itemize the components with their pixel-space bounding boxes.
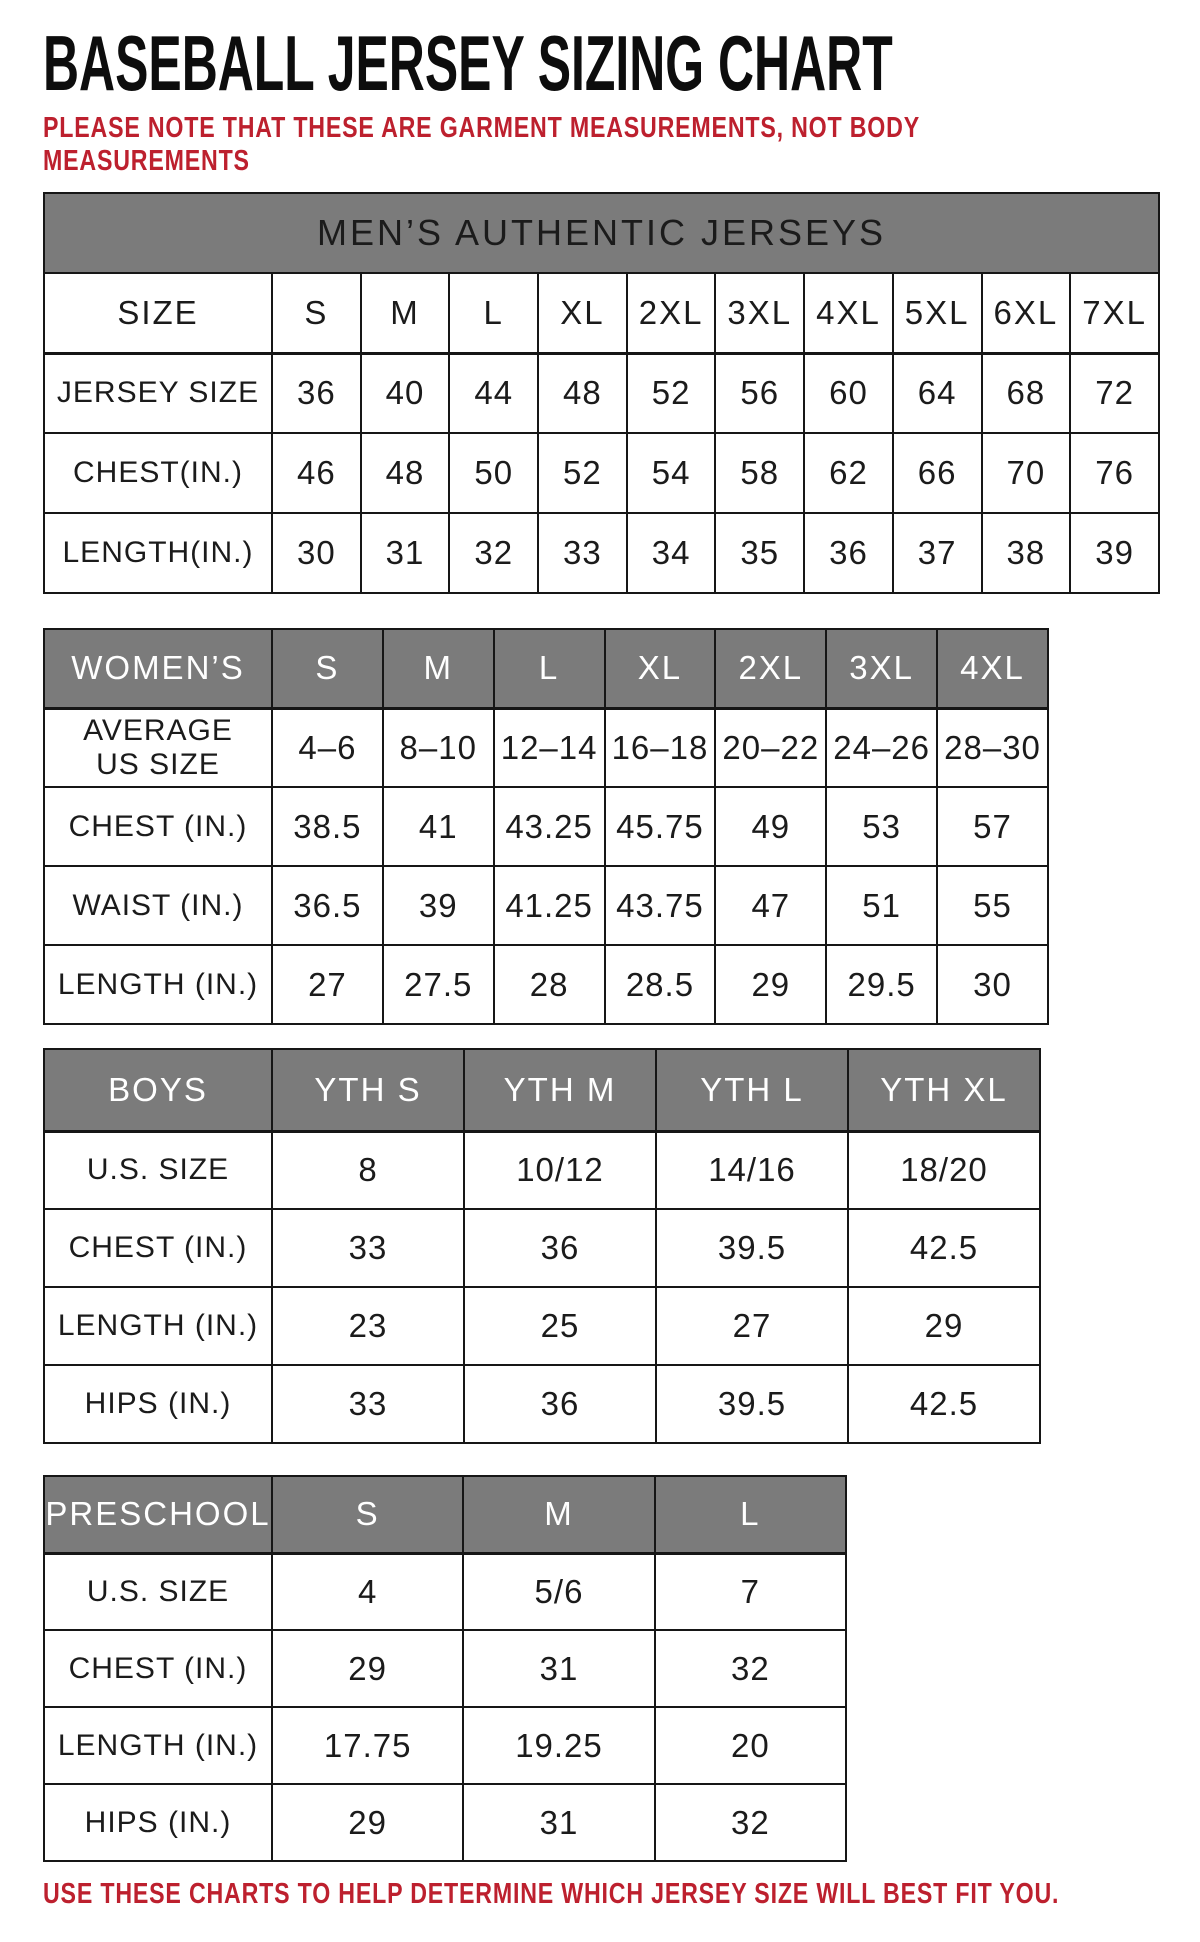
size-column-header: YTH XL bbox=[848, 1049, 1040, 1131]
size-column-header: L bbox=[449, 273, 538, 353]
table-row bbox=[44, 1784, 846, 1861]
size-value-cell: 48 bbox=[538, 353, 627, 433]
size-value-cell: 32 bbox=[655, 1784, 846, 1861]
size-value-cell: 48 bbox=[361, 433, 450, 513]
size-value-cell: 29 bbox=[272, 1630, 463, 1707]
size-value-cell: 41.25 bbox=[494, 866, 605, 945]
size-value-cell: 76 bbox=[1070, 433, 1159, 513]
size-column-header: 5XL bbox=[893, 273, 982, 353]
row-label-cell: LENGTH (IN.) bbox=[44, 1707, 272, 1784]
table-row bbox=[44, 787, 1048, 866]
table-row bbox=[44, 1630, 846, 1707]
size-value-cell: 10/12 bbox=[464, 1131, 656, 1209]
table-row bbox=[44, 1365, 1040, 1443]
garment-note bbox=[43, 112, 1200, 178]
size-value-cell: 27 bbox=[272, 945, 383, 1024]
size-value-cell: 66 bbox=[893, 433, 982, 513]
mens-sizing-table bbox=[43, 192, 1160, 594]
footer-note bbox=[43, 1877, 1200, 1911]
header-label-cell: WOMEN’S bbox=[44, 629, 272, 708]
size-column-header: L bbox=[655, 1476, 846, 1553]
size-value-cell: 36.5 bbox=[272, 866, 383, 945]
size-value-cell: 39 bbox=[383, 866, 494, 945]
size-value-cell: 47 bbox=[715, 866, 826, 945]
size-value-cell: 17.75 bbox=[272, 1707, 463, 1784]
mens-table-banner: MEN’S AUTHENTIC JERSEYS bbox=[44, 193, 1159, 273]
size-value-cell: 45.75 bbox=[605, 787, 716, 866]
table-row bbox=[44, 1707, 846, 1784]
size-column-header: 7XL bbox=[1070, 273, 1159, 353]
size-value-cell: 54 bbox=[627, 433, 716, 513]
size-column-header: M bbox=[463, 1476, 654, 1553]
size-value-cell: 7 bbox=[655, 1553, 846, 1630]
table-row bbox=[44, 866, 1048, 945]
header-label-cell: PRESCHOOL bbox=[44, 1476, 272, 1553]
size-value-cell: 42.5 bbox=[848, 1365, 1040, 1443]
size-value-cell: 24–26 bbox=[826, 708, 937, 787]
size-value-cell: 27.5 bbox=[383, 945, 494, 1024]
size-column-header: L bbox=[494, 629, 605, 708]
header-label-cell: BOYS bbox=[44, 1049, 272, 1131]
size-column-header: S bbox=[272, 629, 383, 708]
size-value-cell: 31 bbox=[463, 1784, 654, 1861]
table-banner-row bbox=[44, 193, 1159, 273]
size-value-cell: 33 bbox=[538, 513, 627, 593]
size-value-cell: 5/6 bbox=[463, 1553, 654, 1630]
size-value-cell: 53 bbox=[826, 787, 937, 866]
tables-section bbox=[43, 192, 1200, 1862]
size-value-cell: 33 bbox=[272, 1209, 464, 1287]
row-label-cell: CHEST (IN.) bbox=[44, 787, 272, 866]
table-row bbox=[44, 1131, 1040, 1209]
row-label-cell: LENGTH (IN.) bbox=[44, 1287, 272, 1365]
size-column-header: XL bbox=[538, 273, 627, 353]
size-column-header: 6XL bbox=[982, 273, 1071, 353]
size-value-cell: 38 bbox=[982, 513, 1071, 593]
size-value-cell: 39 bbox=[1070, 513, 1159, 593]
size-value-cell: 16–18 bbox=[605, 708, 716, 787]
size-value-cell: 72 bbox=[1070, 353, 1159, 433]
size-value-cell: 68 bbox=[982, 353, 1071, 433]
table-row bbox=[44, 708, 1048, 787]
size-value-cell: 29.5 bbox=[826, 945, 937, 1024]
size-value-cell: 29 bbox=[272, 1784, 463, 1861]
row-label-line: AVERAGE bbox=[83, 714, 233, 748]
size-column-header: YTH M bbox=[464, 1049, 656, 1131]
size-value-cell: 25 bbox=[464, 1287, 656, 1365]
size-value-cell: 56 bbox=[715, 353, 804, 433]
row-label-line: US SIZE bbox=[96, 747, 220, 781]
size-value-cell: 8–10 bbox=[383, 708, 494, 787]
footer-note-text: USE THESE CHARTS TO HELP DETERMINE WHICH JERSEY SIZE WILL BEST FIT YOU. bbox=[43, 1878, 1060, 1911]
size-value-cell: 50 bbox=[449, 433, 538, 513]
size-value-cell: 4 bbox=[272, 1553, 463, 1630]
boys-sizing-table bbox=[43, 1048, 1041, 1444]
size-value-cell: 4–6 bbox=[272, 708, 383, 787]
column-header-row bbox=[44, 629, 1048, 708]
size-value-cell: 23 bbox=[272, 1287, 464, 1365]
page-title bbox=[43, 19, 1200, 107]
size-column-header: YTH L bbox=[656, 1049, 848, 1131]
table-row bbox=[44, 945, 1048, 1024]
size-value-cell: 49 bbox=[715, 787, 826, 866]
row-label-cell: LENGTH(IN.) bbox=[44, 513, 272, 593]
table-row bbox=[44, 1553, 846, 1630]
size-value-cell: 52 bbox=[538, 433, 627, 513]
size-value-cell: 43.25 bbox=[494, 787, 605, 866]
size-value-cell: 36 bbox=[464, 1209, 656, 1287]
row-label-cell: U.S. SIZE bbox=[44, 1553, 272, 1630]
row-label-cell: U.S. SIZE bbox=[44, 1131, 272, 1209]
size-column-header: 3XL bbox=[826, 629, 937, 708]
size-column-header: M bbox=[361, 273, 450, 353]
size-value-cell: 55 bbox=[937, 866, 1048, 945]
size-value-cell: 39.5 bbox=[656, 1209, 848, 1287]
note-line-1: PLEASE NOTE THAT THESE ARE GARMENT MEASUREMENTS, NOT BODY bbox=[43, 112, 920, 145]
size-value-cell: 46 bbox=[272, 433, 361, 513]
size-value-cell: 37 bbox=[893, 513, 982, 593]
size-value-cell: 29 bbox=[848, 1287, 1040, 1365]
size-column-header: 3XL bbox=[715, 273, 804, 353]
size-value-cell: 28.5 bbox=[605, 945, 716, 1024]
size-value-cell: 36 bbox=[464, 1365, 656, 1443]
size-column-header: 2XL bbox=[715, 629, 826, 708]
size-value-cell: 33 bbox=[272, 1365, 464, 1443]
size-value-cell: 60 bbox=[804, 353, 893, 433]
row-label-cell: CHEST (IN.) bbox=[44, 1630, 272, 1707]
size-value-cell: 64 bbox=[893, 353, 982, 433]
table-row bbox=[44, 513, 1159, 593]
size-value-cell: 32 bbox=[449, 513, 538, 593]
size-column-header: 4XL bbox=[804, 273, 893, 353]
note-line-2: MEASUREMENTS bbox=[43, 145, 250, 178]
size-value-cell: 30 bbox=[272, 513, 361, 593]
size-value-cell: 44 bbox=[449, 353, 538, 433]
size-value-cell: 29 bbox=[715, 945, 826, 1024]
row-label-cell: CHEST(IN.) bbox=[44, 433, 272, 513]
size-column-header: S bbox=[272, 273, 361, 353]
column-header-row bbox=[44, 1049, 1040, 1131]
size-value-cell: 28 bbox=[494, 945, 605, 1024]
size-value-cell: 40 bbox=[361, 353, 450, 433]
preschool-sizing-table bbox=[43, 1475, 847, 1862]
size-value-cell: 20 bbox=[655, 1707, 846, 1784]
size-value-cell: 8 bbox=[272, 1131, 464, 1209]
row-label-cell: HIPS (IN.) bbox=[44, 1365, 272, 1443]
size-value-cell: 58 bbox=[715, 433, 804, 513]
size-value-cell: 27 bbox=[656, 1287, 848, 1365]
size-value-cell: 30 bbox=[937, 945, 1048, 1024]
row-label-cell: WAIST (IN.) bbox=[44, 866, 272, 945]
table-row bbox=[44, 433, 1159, 513]
size-column-header: YTH S bbox=[272, 1049, 464, 1131]
size-value-cell: 31 bbox=[361, 513, 450, 593]
size-value-cell: 36 bbox=[272, 353, 361, 433]
size-value-cell: 20–22 bbox=[715, 708, 826, 787]
size-column-header: S bbox=[272, 1476, 463, 1553]
row-label-cell: CHEST (IN.) bbox=[44, 1209, 272, 1287]
size-value-cell: 70 bbox=[982, 433, 1071, 513]
size-value-cell: 34 bbox=[627, 513, 716, 593]
header-label-cell: SIZE bbox=[44, 273, 272, 353]
size-value-cell: 14/16 bbox=[656, 1131, 848, 1209]
row-label-cell: HIPS (IN.) bbox=[44, 1784, 272, 1861]
size-value-cell: 39.5 bbox=[656, 1365, 848, 1443]
size-value-cell: 12–14 bbox=[494, 708, 605, 787]
womens-sizing-table bbox=[43, 628, 1049, 1025]
size-value-cell: 19.25 bbox=[463, 1707, 654, 1784]
table-row bbox=[44, 1287, 1040, 1365]
column-header-row bbox=[44, 1476, 846, 1553]
size-column-header: 4XL bbox=[937, 629, 1048, 708]
size-column-header: XL bbox=[605, 629, 716, 708]
table-row bbox=[44, 1209, 1040, 1287]
row-label-cell: LENGTH (IN.) bbox=[44, 945, 272, 1024]
size-value-cell: 62 bbox=[804, 433, 893, 513]
size-value-cell: 42.5 bbox=[848, 1209, 1040, 1287]
row-label-cell: JERSEY SIZE bbox=[44, 353, 272, 433]
size-value-cell: 38.5 bbox=[272, 787, 383, 866]
column-header-row bbox=[44, 273, 1159, 353]
size-value-cell: 32 bbox=[655, 1630, 846, 1707]
size-value-cell: 35 bbox=[715, 513, 804, 593]
size-value-cell: 41 bbox=[383, 787, 494, 866]
size-column-header: M bbox=[383, 629, 494, 708]
table-row bbox=[44, 353, 1159, 433]
row-label-cell bbox=[44, 708, 272, 787]
size-value-cell: 28–30 bbox=[937, 708, 1048, 787]
size-value-cell: 31 bbox=[463, 1630, 654, 1707]
size-value-cell: 18/20 bbox=[848, 1131, 1040, 1209]
size-value-cell: 43.75 bbox=[605, 866, 716, 945]
size-value-cell: 57 bbox=[937, 787, 1048, 866]
page-title-text: BASEBALL JERSEY SIZING CHART bbox=[43, 19, 893, 107]
size-value-cell: 52 bbox=[627, 353, 716, 433]
size-value-cell: 51 bbox=[826, 866, 937, 945]
size-value-cell: 36 bbox=[804, 513, 893, 593]
size-column-header: 2XL bbox=[627, 273, 716, 353]
